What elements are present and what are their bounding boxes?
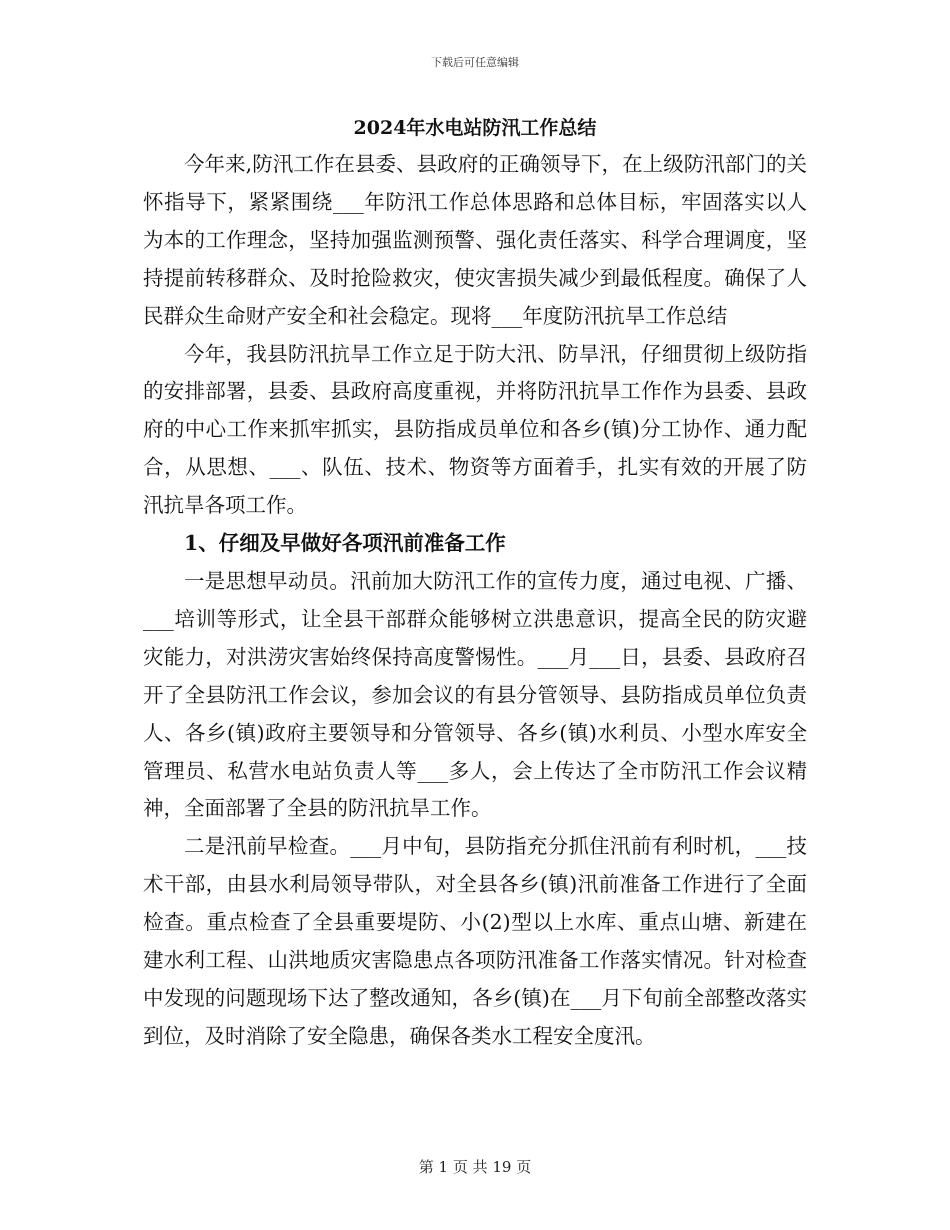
intro-paragraph: 今年来,防汛工作在县委、县政府的正确领导下，在上级防汛部门的关怀指导下，紧紧围绕___年防汛工作总体思路和总体目标，牢固落实以人为本的工作理念，坚持加强监测预警、强化责任落实、科学合理调度，坚持提前转移群众、及时抢险救灾，使灾害损失减少到最低程度。确保了人民群众生命财产安全和社会稳定。现将___年度防汛抗旱工作总结 — [143, 152, 807, 328]
section-paragraph-mobilization: 一是思想早动员。汛前加大防汛工作的宣传力度，通过电视、广播、___培训等形式，让全县干部群众能够树立洪患意识，提高全民的防灾避灾能力，对洪涝灾害始终保持高度警惕性。___月___日，县委、县政府召开了全县防汛工作会议，参加会议的有县分管领导、县防指成员单位负责人、各乡(镇)政府主要领导和分管领导、各乡(镇)水利员、小型水库安全管理员、私营水电站负责人等___多人，会上传达了全市防汛工作会议精神，全面部署了全县的防汛抗旱工作。 — [143, 568, 807, 821]
document-title: 2024年水电站防汛工作总结 — [353, 117, 597, 139]
overview-paragraph: 今年，我县防汛抗旱工作立足于防大汛、防旱汛，仔细贯彻上级防指的安排部署，县委、县政府高度重视，并将防汛抗旱工作作为县委、县政府的中心工作来抓牢抓实，县防指成员单位和各乡(镇)分工协作、通力配合，从思想、___、队伍、技术、物资等方面着手，扎实有效的开展了防汛抗旱各项工作。 — [143, 341, 807, 518]
page-footer: 第 1 页 共 19 页 — [418, 1158, 532, 1176]
section-heading: 1、仔细及早做好各项汛前准备工作 — [184, 531, 506, 556]
header-note: 下载后可任意编辑 — [431, 56, 519, 69]
document-body — [143, 146, 807, 1056]
section-paragraph-inspection: 二是汛前早检查。___月中旬，县防指充分抓住汛前有利时机，___技术干部，由县水利局领导带队，对全县各乡(镇)汛前准备工作进行了全面检查。重点检查了全县重要堤防、小(2)型以上水库、重点山塘、新建在建水利工程、山洪地质灾害隐患点各项防汛准备工作落实情况。针对检查中发现的问题现场下达了整改通知，各乡(镇)在___月下旬前全部整改落实到位，及时消除了安全隐患，确保各类水工程安全度汛。 — [143, 834, 807, 1048]
